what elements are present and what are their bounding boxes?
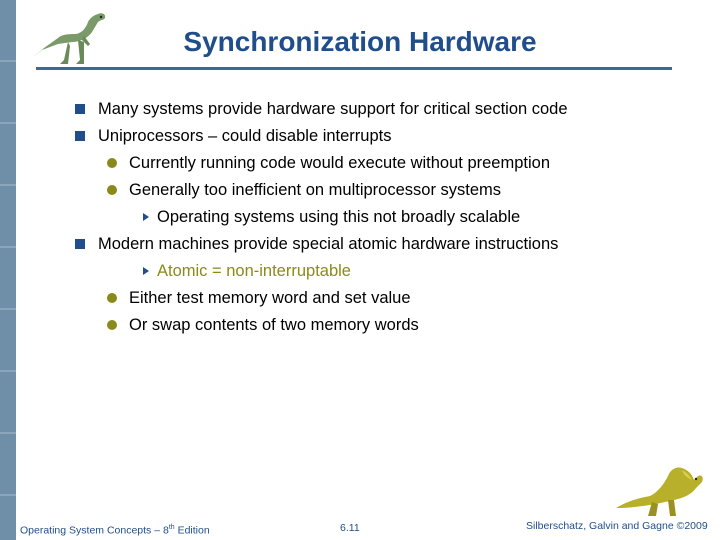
bullet-text: Or swap contents of two memory words (129, 316, 419, 334)
bullet-text-highlight: Atomic = non-interruptable (157, 262, 351, 280)
round-bullet-icon (107, 293, 117, 303)
square-bullet-icon (75, 131, 85, 141)
square-bullet-icon (75, 239, 85, 249)
bullet-text: Operating systems using this not broadly scalable (157, 208, 521, 226)
square-bullet-icon (75, 104, 85, 114)
arrow-bullet-icon (143, 213, 149, 221)
title-divider (36, 67, 672, 70)
bullet-text: Generally too inefficient on multiprocessor systems (129, 181, 502, 199)
bullet-text: Uniprocessors – could disable interrupts (98, 127, 392, 145)
bullet-text: Many systems provide hardware support for critical section code (98, 100, 568, 118)
footer-book-suffix: Edition (174, 524, 210, 537)
left-decorative-bar (0, 0, 16, 540)
bullet-text: Modern machines provide special atomic hardware instructions (98, 235, 559, 253)
footer-book-prefix: Operating System Concepts – 8 (20, 524, 169, 537)
footer-book-title (20, 524, 210, 537)
bullet-text: Either test memory word and set value (129, 289, 411, 307)
footer-book-sup: th (168, 524, 175, 531)
arrow-bullet-icon (143, 267, 149, 275)
bullet-text: Currently running code would execute without preemption (129, 154, 550, 172)
footer-copyright: Silberschatz, Galvin and Gagne ©2009 (526, 520, 708, 532)
round-bullet-icon (107, 320, 117, 330)
dinosaur-icon (612, 462, 708, 520)
slide-title: Synchronization Hardware (183, 26, 537, 57)
footer-page-number: 6.11 (340, 522, 360, 534)
round-bullet-icon (107, 185, 117, 195)
round-bullet-icon (107, 158, 117, 168)
